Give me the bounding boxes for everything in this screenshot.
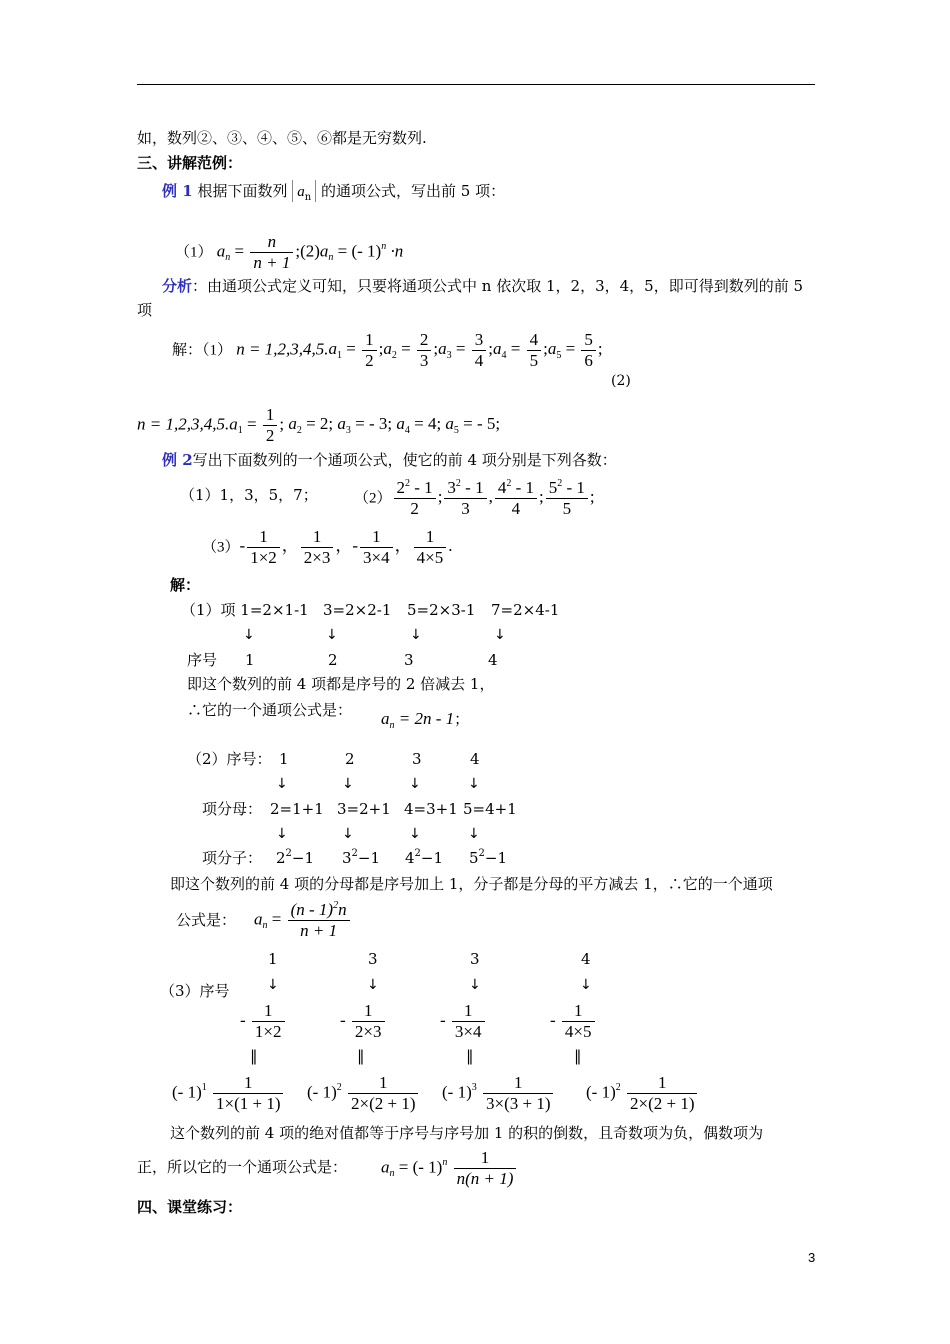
term-index: 3	[345, 425, 351, 437]
conclusion-3: 即这个数列的前 4 项的分母都是序号加上 1，分子都是分母的平方减去 1，∴它的一个通项	[170, 875, 773, 893]
term-symbol: a	[547, 339, 557, 359]
numerator: 1	[414, 527, 447, 548]
denominator-item: 3=2+1	[337, 800, 391, 818]
part-3-form: (- 1)$^2$ $\frac{1}{2\times(2 + 1)}$	[586, 1073, 699, 1114]
denominator: 3×4	[363, 547, 390, 567]
example-1-text-b: 的通项公式，写出前 5 项：	[320, 182, 506, 200]
sequence-number: 4	[488, 651, 498, 669]
part-3-term: - $\frac{1}{3\times 4}$	[440, 1001, 487, 1042]
term-index: 5	[556, 350, 562, 362]
term-symbol: a	[396, 414, 405, 434]
term-value: = 4;	[409, 414, 446, 434]
denominator: 3	[461, 498, 470, 518]
term-index: 4	[501, 350, 507, 362]
part-3-term: - $\frac{1}{1\times 2}$	[240, 1001, 287, 1042]
solution-1-terms: $a_1$ = $\frac{1}{2}$ $;a_2$ = $\frac{2}{3}$ $;a_3$ = $\frac{3}{4}$ $;a_4$ = $\frac{4}{5}$ $;a_5$ = $\frac{5}{6}$ ;	[328, 330, 603, 370]
conclusion-6: 正，所以它的一个通项公式是：	[137, 1158, 348, 1176]
example-2-fraction	[414, 527, 447, 568]
denominator: 2	[410, 498, 419, 518]
term-symbol: a	[328, 339, 337, 359]
term-value: = - 5;	[458, 414, 501, 434]
term-symbol: a	[288, 414, 297, 434]
sequence-number: 2	[328, 651, 338, 669]
part-3-form: (- 1)$^2$ $\frac{1}{2\times(2 + 1)}$	[307, 1073, 420, 1114]
parallel-mark: ‖	[250, 1047, 258, 1065]
part-3-term: - $\frac{1}{2\times 3}$	[340, 1001, 387, 1042]
term-index: 1	[337, 350, 342, 362]
solution-2-row-1-item: 7=2×4-1	[491, 601, 560, 619]
part-3-top-number: 3	[470, 950, 480, 968]
example-2-fraction	[394, 478, 436, 519]
denominator: 3	[419, 350, 429, 370]
solution-2-row-1-item: 5=2×3-1	[407, 601, 476, 619]
numerator-item: $2^2-1$	[276, 848, 315, 867]
separator: .	[448, 536, 453, 556]
part-2-sequence-label: （2）序号：	[187, 750, 272, 768]
down-arrow-icon: ↓	[243, 627, 255, 643]
part-2-sequence-number: 2	[345, 750, 355, 768]
denominator: 4	[474, 350, 484, 370]
down-arrow-icon: ↓	[409, 776, 421, 792]
down-arrow-icon: ↓	[409, 826, 421, 842]
general-term-formula-1: $a_n = 2n - 1$；	[381, 709, 470, 731]
general-term-formula-3: $a_n$ = (- 1)$^n$ $\frac{1}{n(n + 1)}$	[381, 1148, 518, 1189]
term-symbol: a	[438, 339, 447, 359]
denominator-label: 项分母：	[202, 800, 263, 818]
numerator-item: $5^2-1$	[469, 848, 508, 867]
part-3-sequence-label: （3）序号	[160, 982, 230, 1000]
example-2-label: 例 2	[162, 451, 193, 469]
part-2-sequence-number: 4	[470, 750, 480, 768]
down-arrow-icon: ↓	[267, 977, 279, 993]
solution-2-lead: 解：	[170, 576, 201, 594]
solution-1-rest	[288, 414, 501, 437]
numerator: 3	[472, 330, 487, 351]
term-value: = 2;	[301, 414, 338, 434]
denominator: 2	[365, 350, 374, 370]
separator: ，	[281, 536, 299, 556]
denominator: 1×2	[250, 547, 277, 567]
example-2-fraction	[360, 527, 393, 568]
sequence-symbol: $a_n$	[292, 180, 316, 202]
term-value	[417, 330, 432, 371]
minus-sign: -	[239, 536, 246, 556]
numerator: 1	[362, 330, 377, 351]
numerator-item: $4^2-1$	[405, 848, 444, 867]
term-index: 2	[296, 425, 302, 437]
numerator: 2	[417, 330, 432, 351]
solution-1-line-2: $n = 1,2,3,4,5.a_1$ = $\frac{1}{2}$ ; $a_2 = 2$; $a_3$ = - 3; $a_4 = 4$; $a_5$ = - 5;	[137, 405, 501, 445]
down-arrow-icon: ↓	[494, 627, 506, 643]
denominator: 6	[584, 350, 593, 370]
conclusion-4: 公式是：	[176, 911, 237, 929]
down-arrow-icon: ↓	[468, 826, 480, 842]
down-arrow-icon: ↓	[326, 627, 338, 643]
separator: ，	[394, 536, 412, 556]
down-arrow-icon: ↓	[580, 977, 592, 993]
exponent: 2	[455, 478, 461, 489]
term-index: 5	[453, 425, 459, 437]
term-value: = - 3;	[350, 414, 397, 434]
solution-2-row-1-item: 3=2×2-1	[323, 601, 392, 619]
numerator: 5	[581, 330, 596, 351]
parallel-mark: ‖	[574, 1047, 582, 1065]
example-2-fraction	[247, 527, 280, 568]
sequence-label: 序号	[187, 651, 218, 669]
denominator: 4×5	[416, 547, 444, 567]
numerator: 1	[360, 527, 393, 548]
down-arrow-icon: ↓	[410, 627, 422, 643]
conclusion-5: 这个数列的前 4 项的绝对值都等于序号与序号加 1 的积的倒数，且奇数项为负，偶数项为	[170, 1124, 764, 1142]
general-term-formula-2: $a_n$ = $\frac{(n - 1)^2n}{n + 1}$	[254, 900, 352, 941]
down-arrow-icon: ↓	[342, 776, 354, 792]
numerator-item: $3^2-1$	[342, 848, 381, 867]
numerator: $2^2 - 1$	[394, 478, 436, 499]
example-2-part-1: （1）1，3，5，7；	[180, 486, 318, 504]
example-2-fraction	[301, 527, 334, 568]
example-2-fraction	[444, 478, 486, 519]
part-2-sequence-number: 1	[279, 750, 289, 768]
term-symbol: a	[492, 339, 502, 359]
denominator: 4	[511, 498, 521, 518]
exponent: 2	[405, 478, 411, 489]
denominator: 5	[562, 498, 572, 518]
conclusion-1: 即这个数列的前 4 项都是序号的 2 倍减去 1，	[187, 675, 495, 693]
part-3-top-number: 3	[368, 950, 378, 968]
denominator-item: 2=1+1	[270, 800, 324, 818]
example-2-part-2: （2） $\frac{2^2 - 1}{2}$ ; $\frac{3^2 - 1}{3}$ , $\frac{4^2 - 1}{4}$ ; $\frac{5^2 - 1}{5}$ ;	[354, 478, 595, 518]
parallel-mark: ‖	[466, 1047, 474, 1065]
conclusion-2: ∴它的一个通项公式是：	[187, 701, 353, 719]
numerator: 1	[247, 527, 280, 548]
example-2-fraction	[546, 478, 588, 519]
denominator: 2×3	[303, 547, 331, 567]
down-arrow-icon: ↓	[342, 826, 354, 842]
down-arrow-icon: ↓	[276, 826, 288, 842]
down-arrow-icon: ↓	[469, 977, 481, 993]
exponent: 2	[506, 478, 512, 489]
term-value	[362, 330, 377, 371]
analysis-label: 分析	[162, 277, 193, 295]
numerator: $4^2 - 1$	[495, 478, 537, 499]
minus-sign: -	[352, 536, 359, 556]
example-2-heading: 例 2写出下面数列的一个通项公式，使它的前 4 项分别是下列各数：	[162, 451, 617, 469]
numerator: $5^2 - 1$	[546, 478, 588, 499]
term-symbol: a	[445, 414, 454, 434]
example-2-fraction	[495, 478, 537, 519]
denominator: 5	[529, 350, 539, 370]
down-arrow-icon: ↓	[367, 977, 379, 993]
solution-2-row-1-label: （1）项 1=2×1-1	[181, 601, 309, 619]
sequence-number: 1	[245, 651, 255, 669]
part-3-form: (- 1)$^3$ $\frac{1}{3\times(3 + 1)}$	[442, 1073, 555, 1114]
page-number: 3	[808, 1250, 816, 1265]
numerator: 1	[301, 527, 334, 548]
denominator-item: 5=4+1	[463, 800, 517, 818]
part-3-top-number: 1	[268, 950, 278, 968]
numerator-label: 项分子：	[202, 849, 263, 867]
denominator-item: 4=3+1	[404, 800, 458, 818]
down-arrow-icon: ↓	[468, 776, 480, 792]
term-index: 4	[404, 425, 410, 437]
term-index: 2	[391, 350, 397, 362]
section-3-title: 三、讲解范例：	[137, 154, 243, 172]
term-value	[581, 330, 596, 371]
numerator: $3^2 - 1$	[444, 478, 486, 499]
analysis-line-2: 项	[137, 301, 153, 319]
term-index: 3	[446, 350, 452, 362]
term-symbol: a	[337, 414, 346, 434]
example-1-label: 例 1	[162, 182, 193, 200]
numerator: 4	[527, 330, 542, 351]
term-value	[527, 330, 542, 371]
part-3-term: - $\frac{1}{4\times 5}$	[550, 1001, 597, 1042]
separator: ，	[335, 536, 353, 556]
part-2-sequence-number: 3	[412, 750, 422, 768]
part-3-top-number: 4	[581, 950, 591, 968]
intro-line: 如，数列②、③、④、⑤、⑥都是无穷数列.	[137, 129, 427, 147]
example-2-part-3: （3）- $\frac{1}{1\times 2}$ ， $\frac{1}{2\times 3}$ ，- $\frac{1}{3\times 4}$ ， $\frac{1}{4\times 5}$ .	[202, 527, 453, 567]
term-value	[472, 330, 487, 371]
part-2-label: (2)	[611, 373, 631, 389]
section-4-title: 四、课堂练习：	[137, 1198, 243, 1216]
part-3-form: (- 1)$^1$ $\frac{1}{1\times(1 + 1)}$	[172, 1073, 285, 1114]
solution-1-line-1: 解：（1） $n = 1,2,3,4,5.a_1$ = $\frac{1}{2}$ $;a_2$ = $\frac{2}{3}$ $;a_3$ = $\frac{3}{4}$ $;a_4$ = $\frac{4}{5}$ $;a_5$ = $\frac{5}{6}$ ;	[172, 330, 603, 370]
example-1-formulas: （1） $a_n$ = $\frac{n}{n + 1}$ $;(2)a_n$ = (- 1)$^n$ ·n	[175, 232, 404, 272]
exponent: 2	[557, 478, 563, 489]
header-rule	[137, 84, 815, 85]
formula-fraction: $\frac{n}{n + 1}$	[250, 232, 293, 273]
parallel-mark: ‖	[357, 1047, 365, 1065]
example-1-heading	[162, 182, 506, 203]
down-arrow-icon: ↓	[276, 776, 288, 792]
analysis-line-1: 分析：由通项公式定义可知，只要将通项公式中 n 依次取 1，2，3，4，5，即可得到数列的前 5	[162, 277, 804, 295]
sequence-number: 3	[404, 651, 414, 669]
term-symbol: a	[383, 339, 392, 359]
example-1-text-a: 根据下面数列	[197, 182, 288, 200]
